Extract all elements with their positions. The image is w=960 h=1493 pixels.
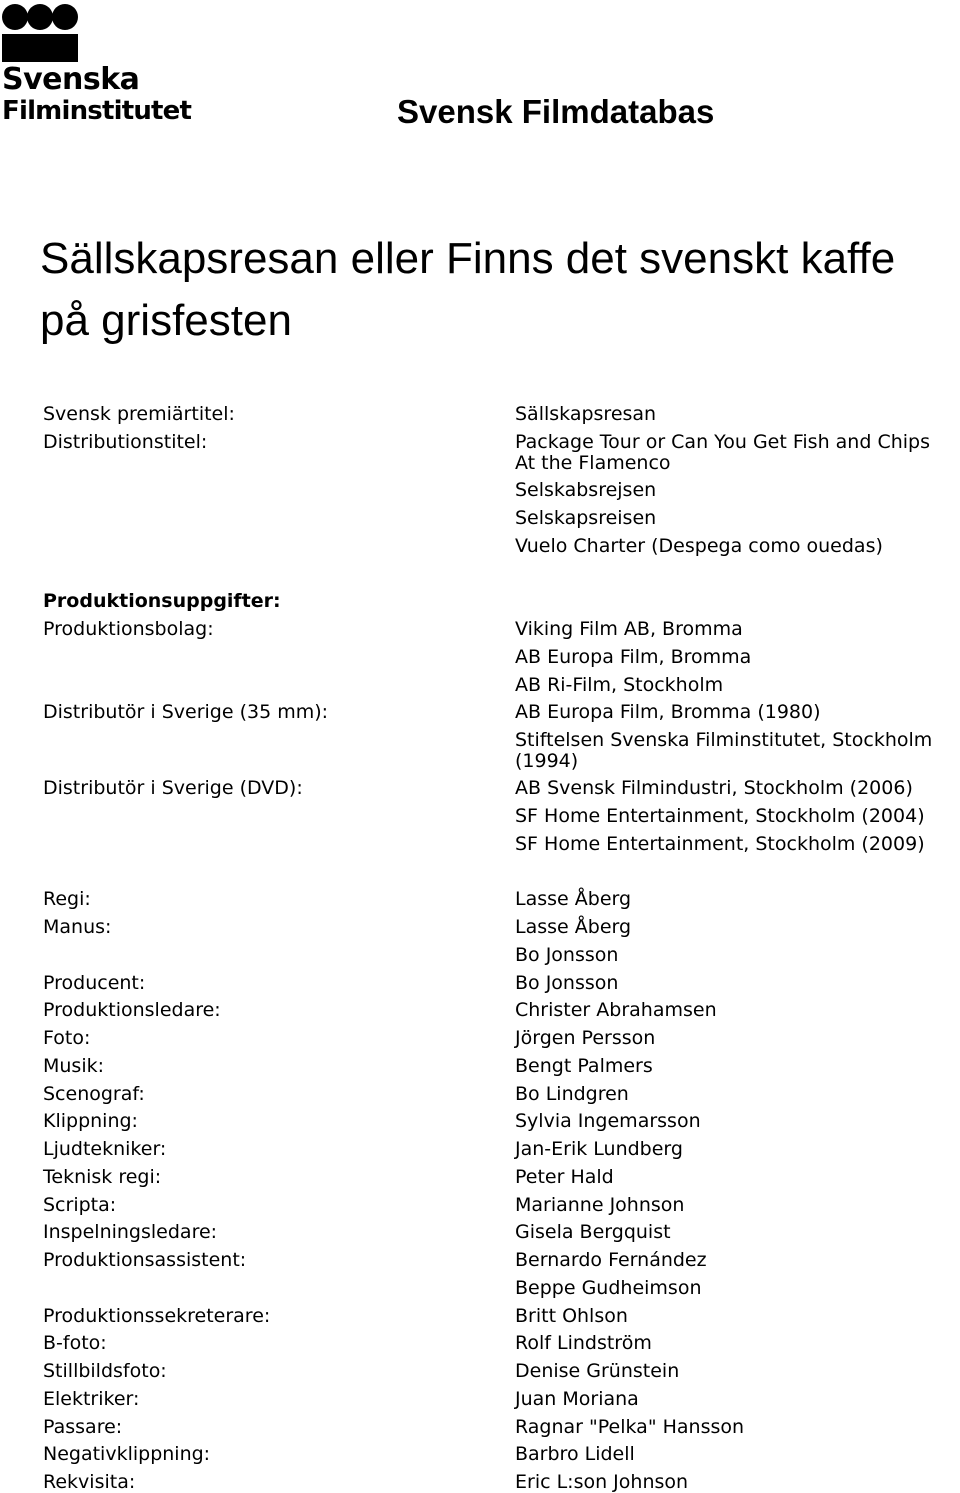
credit-label: Scenograf: [43,1083,145,1105]
credit-label: Klippning: [43,1110,138,1132]
premiere-title-value: Sällskapsresan [515,403,657,425]
credit-value: Ragnar "Pelka" Hansson [515,1416,745,1438]
logo-text-line2: Filminstitutet [2,96,192,126]
site-title: Svensk Filmdatabas [397,93,715,130]
credit-label: Passare: [43,1416,123,1438]
distributor-dvd-label: Distributör i Sverige (DVD): [43,777,303,799]
credit-value: Britt Ohlson [515,1305,628,1327]
distributor-35mm-value: (1994) [515,750,579,772]
credit-label: Musik: [43,1055,105,1077]
credit-label: Teknisk regi: [43,1166,162,1188]
credit-value: Jan-Erik Lundberg [515,1138,683,1160]
credit-value: Bo Jonsson [515,944,619,966]
credit-label: Stillbildsfoto: [43,1360,167,1382]
credit-value: Peter Hald [515,1166,614,1188]
credit-label: Rekvisita: [43,1471,136,1493]
distributor-dvd-value: AB Svensk Filmindustri, Stockholm (2006) [515,777,913,799]
production-section-heading: Produktionsuppgifter: [43,590,281,612]
distributor-dvd-value: SF Home Entertainment, Stockholm (2004) [515,805,925,827]
production-company-value: Viking Film AB, Bromma [515,618,743,640]
svenska-filminstitutet-logo [2,4,202,128]
production-company-label: Produktionsbolag: [43,618,214,640]
credit-label: Inspelningsledare: [43,1221,218,1243]
credit-label: Produktionsledare: [43,999,221,1021]
credit-value: Bernardo Fernández [515,1249,707,1271]
credit-value: Eric L:son Johnson [515,1471,689,1493]
credit-label: Produktionssekreterare: [43,1305,271,1327]
credit-value: Bo Lindgren [515,1083,629,1105]
credit-value: Bengt Palmers [515,1055,653,1077]
credit-label: Negativklippning: [43,1443,211,1465]
credit-value: Lasse Åberg [515,916,632,938]
credit-value: Rolf Lindström [515,1332,652,1354]
production-company-value: AB Europa Film, Bromma [515,646,752,668]
credit-label: Scripta: [43,1194,117,1216]
credit-value: Sylvia Ingemarsson [515,1110,701,1132]
credit-label: Producent: [43,972,146,994]
distribution-title-value: Selskapsreisen [515,507,657,529]
distribution-title-value: At the Flamenco [515,452,671,474]
credit-value: Christer Abrahamsen [515,999,717,1021]
credit-value: Denise Grünstein [515,1360,680,1382]
credit-value: Beppe Gudheimson [515,1277,702,1299]
distribution-title-value: Package Tour or Can You Get Fish and Chips [515,431,930,453]
credit-label: B-foto: [43,1332,107,1354]
distribution-title-value: Vuelo Charter (Despega como ouedas) [515,535,883,557]
credit-value: Lasse Åberg [515,888,632,910]
credit-value: Jörgen Persson [515,1027,656,1049]
distribution-title-label: Distributionstitel: [43,431,208,453]
credit-label: Foto: [43,1027,91,1049]
credit-value: Marianne Johnson [515,1194,685,1216]
credit-label: Manus: [43,916,112,938]
distributor-35mm-value: AB Europa Film, Bromma (1980) [515,701,821,723]
production-company-value: AB Ri-Film, Stockholm [515,674,724,696]
credit-label: Produktionsassistent: [43,1249,247,1271]
credit-value: Juan Moriana [515,1388,639,1410]
credit-label: Ljudtekniker: [43,1138,167,1160]
distributor-35mm-value: Stiftelsen Svenska Filminstitutet, Stockholm [515,729,933,751]
credit-value: Gisela Bergquist [515,1221,671,1243]
logo-text-line1: Svenska [2,62,140,97]
distributor-35mm-label: Distributör i Sverige (35 mm): [43,701,329,723]
premiere-title-label: Svensk premiärtitel: [43,403,235,425]
credit-label: Regi: [43,888,91,910]
credit-value: Barbro Lidell [515,1443,635,1465]
film-title: Sällskapsresan eller Finns det svenskt kaffe på grisfesten [40,234,896,345]
credit-value: Bo Jonsson [515,972,619,994]
distribution-title-value: Selskabsrejsen [515,479,657,501]
credit-label: Elektriker: [43,1388,140,1410]
distributor-dvd-value: SF Home Entertainment, Stockholm (2009) [515,833,925,855]
